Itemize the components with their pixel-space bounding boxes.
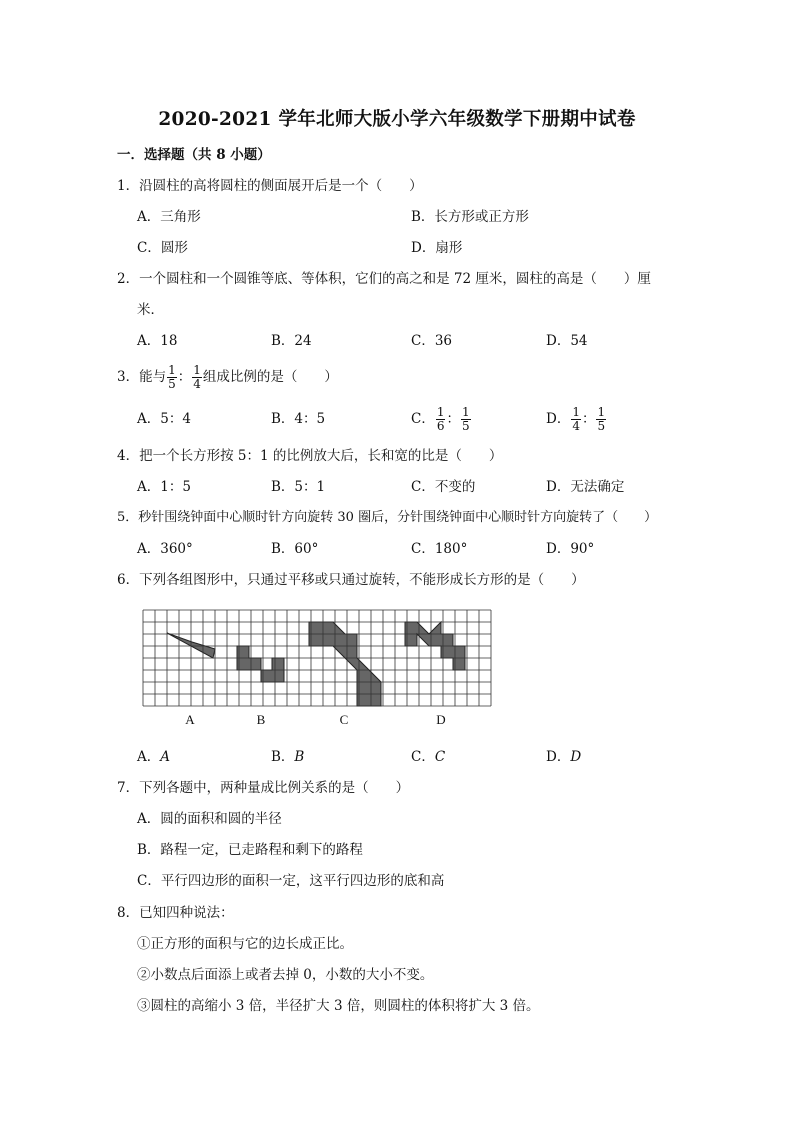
page-title: 2020-2021 学年北师大版小学六年级数学下册期中试卷 xyxy=(158,109,636,130)
q3-c-label: C． xyxy=(411,411,435,427)
q3-option-b[interactable]: B．4：5 xyxy=(271,411,326,427)
question-4-stem: 4．把一个长方形按 5：1 的比例放大后，长和宽的比是（ ） xyxy=(117,448,503,464)
q7-option-b[interactable]: B．路程一定，已走路程和剩下的路程 xyxy=(137,842,363,858)
q8-statement-2: ②小数点后面添上或者去掉 0，小数的大小不变。 xyxy=(137,967,434,983)
q3-d-fraction-2 xyxy=(596,406,606,433)
q3-option-c[interactable] xyxy=(411,402,472,436)
q6-option-c[interactable] xyxy=(411,748,445,766)
shape-b-polyomino xyxy=(237,646,284,682)
q1-option-a[interactable]: A．三角形 xyxy=(137,209,201,225)
q3-d2-num: 1 xyxy=(597,404,606,419)
q4-option-d[interactable]: D．无法确定 xyxy=(546,479,625,495)
q6-d-label: D． xyxy=(546,749,571,765)
q6-option-b[interactable] xyxy=(271,748,304,766)
q5-option-b[interactable]: B．60° xyxy=(271,541,319,557)
q1-option-d[interactable]: D．扇形 xyxy=(411,240,463,256)
q4-option-c[interactable]: C．不变的 xyxy=(411,479,476,495)
q2-option-a[interactable]: A．18 xyxy=(137,333,178,349)
q8-statement-3: ③圆柱的高缩小 3 倍，半径扩大 3 倍，则圆柱的体积将扩大 3 倍。 xyxy=(137,998,540,1014)
q3-option-d[interactable] xyxy=(546,402,607,436)
q7-option-a[interactable]: A．圆的面积和圆的半径 xyxy=(137,811,282,827)
q3-d-label: D． xyxy=(546,411,571,427)
q3-colon: ： xyxy=(177,369,192,385)
figure-label-b: B xyxy=(256,712,266,727)
figure-label-a: A xyxy=(185,712,195,727)
q3-d-colon: ： xyxy=(581,411,596,427)
q3-f2-den: 4 xyxy=(193,376,201,391)
q3-fraction-2 xyxy=(192,364,202,391)
question-2-stem-cont: 米． xyxy=(137,302,164,318)
q8-statement-1: ①正方形的面积与它的边长成正比。 xyxy=(137,936,353,952)
q6-d-value: D xyxy=(570,749,582,765)
q1-option-c[interactable]: C．圆形 xyxy=(137,240,188,256)
q3-c2-num: 1 xyxy=(461,404,470,419)
grid-shapes xyxy=(167,622,465,706)
q3-d-fraction-1 xyxy=(571,406,581,433)
q5-option-a[interactable]: A．360° xyxy=(137,541,193,557)
q3-c2-den: 5 xyxy=(461,418,470,433)
q5-option-c[interactable]: C．180° xyxy=(411,541,468,557)
question-8-stem: 8．已知四种说法： xyxy=(117,905,234,921)
q4-option-b[interactable]: B．5：1 xyxy=(271,479,326,495)
q3-f1-den: 5 xyxy=(168,376,176,391)
q7-option-c[interactable]: C．平行四边形的面积一定，这平行四边形的底和高 xyxy=(137,873,445,889)
q6-c-label: C． xyxy=(411,749,435,765)
q6-b-label: B． xyxy=(271,749,295,765)
q2-option-d[interactable]: D．54 xyxy=(546,333,588,349)
q6-option-d[interactable] xyxy=(546,748,581,766)
question-7-stem: 7．下列各题中，两种量成比例关系的是（ ） xyxy=(117,780,410,796)
q6-grid-figure xyxy=(141,606,493,736)
question-5-stem: 5．秒针围绕钟面中心顺时针方向旋转 30 圈后，分针围绕钟面中心顺时针方向旋转了（ ） xyxy=(117,510,658,525)
q4-option-a[interactable]: A．1：5 xyxy=(137,479,191,495)
figure-labels xyxy=(185,712,445,727)
q3-c-fraction-2 xyxy=(461,406,471,433)
question-6-stem: 6．下列各组图形中，只通过平移或只通过旋转，不能形成长方形的是（ ） xyxy=(117,572,585,588)
q6-c-value: C xyxy=(434,749,446,765)
q3-prefix: 3．能与 xyxy=(117,369,167,385)
q3-c-fraction-1 xyxy=(436,406,446,433)
q3-d1-den: 4 xyxy=(572,418,580,433)
q3-f2-num: 1 xyxy=(193,362,201,377)
q3-c1-den: 6 xyxy=(436,418,445,433)
q6-a-label: A． xyxy=(137,749,161,765)
q2-option-c[interactable]: C．36 xyxy=(411,333,453,349)
q6-option-a[interactable] xyxy=(137,748,170,766)
q3-d1-num: 1 xyxy=(572,404,580,419)
question-1-stem: 1．沿圆柱的高将圆柱的侧面展开后是一个（ ） xyxy=(117,178,423,194)
q3-c1-num: 1 xyxy=(436,404,445,419)
q6-b-value: B xyxy=(294,749,305,765)
q3-f1-num: 1 xyxy=(168,362,176,377)
q3-c-colon: ： xyxy=(446,411,460,427)
q3-fraction-1 xyxy=(167,364,177,391)
q5-option-d[interactable]: D．90° xyxy=(546,541,595,557)
question-3-stem xyxy=(117,360,338,394)
q3-option-a[interactable]: A．5：4 xyxy=(137,411,191,427)
q3-d2-den: 5 xyxy=(597,418,606,433)
shape-c-polygon xyxy=(309,622,381,706)
q6-a-value: A xyxy=(160,749,170,765)
q1-option-b[interactable]: B．长方形或正方形 xyxy=(411,209,529,225)
q3-suffix: 组成比例的是（ ） xyxy=(202,369,338,385)
q2-option-b[interactable]: B．24 xyxy=(271,333,312,349)
question-2-stem: 2．一个圆柱和一个圆锥等底、等体积，它们的高之和是 72 厘米，圆柱的高是（ ）厘 xyxy=(117,271,651,287)
figure-label-c: C xyxy=(339,712,349,727)
figure-label-d: D xyxy=(436,712,446,727)
section-heading: 一．选择题（共 8 小题） xyxy=(117,147,271,163)
